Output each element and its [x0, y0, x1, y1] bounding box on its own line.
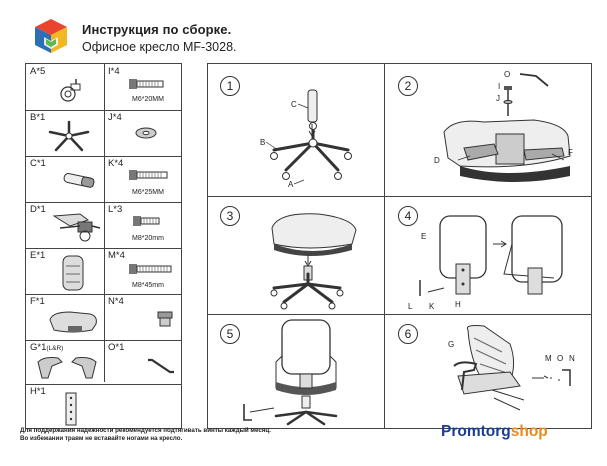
gas-lift-icon — [60, 168, 100, 192]
step-1-label-b: B — [260, 138, 266, 147]
note-line-1: Для поддержания надежности рекомендуется подтягивать винты каждый месяц. — [20, 427, 271, 434]
part-code: L*3 — [108, 204, 123, 215]
mechanism-icon — [50, 208, 102, 244]
part-code: A*5 — [30, 66, 46, 77]
step-2-label-i: I — [498, 82, 501, 91]
part-code: J*4 — [108, 112, 122, 123]
step-6-diagram — [424, 320, 590, 428]
step-4-label-k: K — [429, 302, 435, 311]
step-number: 5 — [220, 324, 240, 344]
step-6-label-n: N — [569, 354, 575, 363]
part-code: M*4 — [108, 250, 125, 261]
step-2-label-f: F — [568, 148, 573, 157]
part-i-cell — [104, 64, 182, 110]
part-code: H*1 — [30, 386, 46, 397]
part-size: M6*25MM — [132, 189, 164, 196]
part-d-cell — [26, 202, 104, 248]
part-n-cell — [104, 294, 182, 340]
armrest-icon — [34, 354, 100, 384]
caster-wheel-icon — [56, 76, 86, 106]
nut-icon — [156, 310, 174, 328]
step-number: 4 — [398, 206, 418, 226]
step-1-label-c: C — [291, 100, 297, 109]
part-code: I*4 — [108, 66, 120, 77]
part-code: E*1 — [30, 250, 46, 261]
part-code: G*1(L&R) — [30, 342, 64, 353]
step-6-label-g: G — [448, 340, 455, 349]
part-a-cell — [26, 64, 104, 110]
step-4-label-h: H — [455, 300, 461, 309]
part-size: M6*20MM — [132, 96, 164, 103]
brand-watermark — [441, 423, 548, 441]
page-title: Инструкция по сборке. — [82, 22, 232, 37]
step-5-diagram — [238, 316, 380, 428]
part-m-cell — [104, 248, 182, 294]
step-4-diagram — [404, 204, 590, 312]
hex-key-icon — [146, 356, 176, 378]
step-1-diagram — [248, 78, 378, 190]
part-o-cell — [104, 340, 182, 386]
part-size: M8*20mm — [132, 235, 164, 242]
part-size: M8*45mm — [132, 282, 164, 289]
note-line-2: Во избежании травм не вставайте ногами на кресло. — [20, 435, 183, 442]
step-1-label-a: A — [288, 180, 294, 189]
step-6-label-o: O — [557, 354, 564, 363]
step-2-label-o: O — [504, 70, 511, 79]
step-number: 3 — [220, 206, 240, 226]
part-j-cell — [104, 110, 182, 156]
step-number: 1 — [220, 76, 240, 96]
part-f-cell — [26, 294, 104, 340]
part-l-cell — [104, 202, 182, 248]
bolt-icon — [128, 262, 174, 276]
part-e-cell — [26, 248, 104, 294]
part-k-cell — [104, 156, 182, 202]
part-g-cell — [26, 340, 104, 386]
brand-part-1: Promtorg — [441, 423, 511, 440]
part-h-cell — [26, 384, 181, 430]
part-code: N*4 — [108, 296, 124, 307]
assembly-steps-grid — [207, 63, 592, 429]
backrest-icon — [60, 254, 86, 292]
step-2-label-j: J — [496, 94, 500, 103]
step-2-label-d: D — [434, 156, 440, 165]
star-base-icon — [44, 118, 94, 154]
plate-icon — [64, 392, 78, 426]
step-2-diagram — [424, 70, 589, 194]
brand-part-2: shop — [510, 423, 548, 440]
bolt-icon — [132, 214, 162, 228]
bolt-icon — [128, 77, 168, 91]
seat-icon — [46, 308, 100, 336]
step-4-label-e: E — [421, 232, 427, 241]
washer-icon — [134, 126, 158, 140]
step-4-label-l: L — [408, 302, 413, 311]
part-code: O*1 — [108, 342, 125, 353]
part-b-cell — [26, 110, 104, 156]
part-code: D*1 — [30, 204, 46, 215]
brand-logo-icon — [34, 18, 68, 54]
part-c-cell — [26, 156, 104, 202]
part-code: B*1 — [30, 112, 46, 123]
parts-table — [25, 63, 182, 429]
part-code: F*1 — [30, 296, 45, 307]
step-number: 2 — [398, 76, 418, 96]
step-6-label-m: M — [545, 354, 552, 363]
part-code: C*1 — [30, 158, 46, 169]
page-subtitle: Офисное кресло MF-3028. — [82, 40, 237, 54]
part-code: K*4 — [108, 158, 124, 169]
step-number: 6 — [398, 324, 418, 344]
step-3-diagram — [248, 198, 378, 310]
maintenance-note — [20, 427, 271, 443]
bolt-icon — [128, 168, 172, 182]
